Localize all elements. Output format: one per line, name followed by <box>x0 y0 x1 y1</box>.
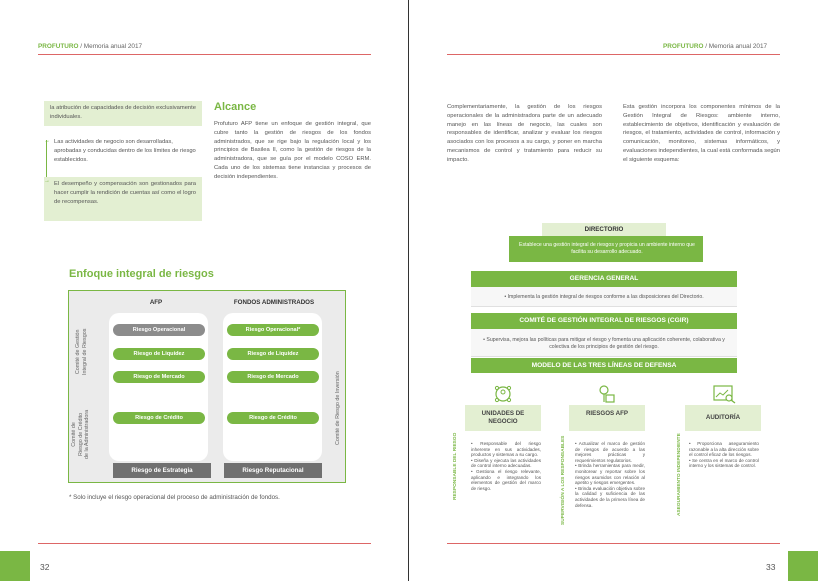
directorio-title: DIRECTORIO <box>584 226 624 233</box>
unit-1-side-label: RESPONSABLE DEL RIESGO <box>453 432 458 500</box>
col-afp-heading: AFP <box>149 299 163 306</box>
footer-green-tab <box>788 551 818 581</box>
afp-riesgo-operacional: Riesgo Operacional <box>113 324 205 336</box>
unit-3-title: AUDITORÍA <box>705 414 741 421</box>
brand-name: PROFUTURO <box>38 43 79 50</box>
comite-inversion-label: Comité de Riesgo de Inversión <box>335 371 341 445</box>
unit-2-title-box <box>569 405 645 431</box>
page-header <box>663 43 767 50</box>
footer-green-tab <box>0 551 30 581</box>
page-number: 33 <box>766 562 776 572</box>
fondos-riesgo-credito: Riesgo de Crédito <box>227 412 319 424</box>
enfoque-heading: Enfoque integral de riesgos <box>69 268 214 280</box>
fondos-riesgo-operacional: Riesgo Operacional* <box>227 324 319 336</box>
unit-2-text: • Actualizar el marco de gestión de riesgos de acuerdo a las mejores prácticas y requerimientos regulatorios. • Brinda herramientas para medir, monitorear y reportar sobre los riesgos asumidos con relación al apetito y riesgos emergentes. • Brinda evaluación objetiva sobre la calidad y suficiencia de las actividades de la primera línea de defensa. <box>575 441 645 508</box>
bullet-arrow-icon: → <box>44 138 50 144</box>
gerencia-title: GERENCIA GENERAL <box>569 275 639 282</box>
bullet-1-text: Las actividades de negocio son desarrolladas, aprobadas y conducidas dentro de los límites de riesgo establecidos. <box>54 139 196 163</box>
gerencia-text: • Implementa la gestión integral de riesgos conforme a las disposiciones del Directorio. <box>504 294 704 300</box>
fondos-riesgo-liquidez: Riesgo de Liquidez <box>227 348 319 360</box>
brand-name: PROFUTURO <box>663 43 704 50</box>
comite-gir-label: Comité de Gestión Integral de Riesgos <box>75 328 88 375</box>
comite-text: • Supervisa, mejora las políticas para mitigar el riesgo y fomenta una aplicación coherente, colaborativa y colectiva de los principios de gestión del riesgo. <box>483 337 725 350</box>
header-rule <box>38 54 371 55</box>
fondos-riesgo-mercado: Riesgo de Mercado <box>227 371 319 383</box>
intro-col-1: Complementariamente, la gestión de los riesgos operacionales de la administradora parte de un adecuado manejo en las líneas de negocio, las cuales son responsables de identificar, analizar y evaluar los riesgos asociados con los procesos a su cargo, y poner en marcha mecanismos de control y tratamiento para reducir su impacto. <box>447 104 602 163</box>
footer-rule <box>447 543 780 544</box>
col-fondos-heading: FONDOS ADMINISTRADOS <box>233 299 315 306</box>
box-top-text: la atribución de capacidades de decisión exclusivamente individuales. <box>50 105 196 120</box>
bullet-2-text: El desempeño y compensación son gestionados para hacer cumplir la rendición de cuentas así como el logro de recompensas. <box>54 181 196 205</box>
riesgo-reputacional: Riesgo Reputacional <box>224 463 322 478</box>
modelo-title: MODELO DE LAS TRES LÍNEAS DE DEFENSA <box>531 362 677 369</box>
riesgo-estrategia: Riesgo de Estrategia <box>113 463 211 478</box>
report-title: / Memoria anual 2017 <box>703 43 768 50</box>
alcance-text: Profuturo AFP tiene un enfoque de gestión integral, que cubre tanto la gestión de riesgos de los fondos administrados, que se rige bajo la regulación local y los principios de Basilea II, como la gestión de riesgos de la administradora, que se guía por el modelo COSO ERM. Cada uno de los sistemas tiene instancias y procesos de decisión independientes. <box>214 121 371 180</box>
intro-col-2: Esta gestión incorpora los componentes mínimos de la Gestión Integral de Riesgos: ambiente interno, establecimiento de objetivos, identificación y evaluación de riesgos, el tratamiento, actividades de control, información y comunicación, monitoreo, sistemas informáticos, y evaluaciones independientes, la cual está conformada según el siguiente esquema: <box>623 104 780 163</box>
alcance-heading: Alcance <box>214 101 257 113</box>
afp-riesgo-liquidez: Riesgo de Liquidez <box>113 348 205 360</box>
unit-1-text: • Responsable del riesgo inherente en sus actividades, productos y sistemas a su cargo. • Diseña y ejecuta las actividades de control interno adecuadas. • Gestiona el riesgo relevante, aplicando e integrando los elementos de gestión del marco de riesgo. <box>471 441 541 491</box>
unit-2-title: RIESGOS AFP <box>585 410 629 417</box>
unit-2-side-label: SUPERVISIÓN A LOS RESPONSABLES <box>561 435 566 525</box>
bullet-arrow-icon: → <box>44 178 50 184</box>
unit-3-side-label: ASEGURAMIENTO INDEPENDIENTE <box>677 433 682 516</box>
directorio-text: Establece una gestión integral de riesgos y propicia un ambiente interno que facilita su desarrollo adecuado. <box>519 242 695 255</box>
afp-riesgo-credito: Riesgo de Crédito <box>113 412 205 424</box>
business-units-icon <box>490 384 516 404</box>
risk-afp-icon <box>595 384 621 404</box>
audit-icon <box>711 384 737 404</box>
page-header <box>38 43 142 50</box>
unit-1-title: UNIDADES DE NEGOCIO <box>481 410 525 425</box>
footer-rule <box>38 543 371 544</box>
enfoque-footnote: * Solo incluye el riesgo operacional del proceso de administración de fondos. <box>69 494 280 501</box>
right-page <box>409 0 818 581</box>
unit-3-text: • Proporciona aseguramiento razonable a la alta dirección sobre el control eficaz de los riesgos. • Se centra en el marco de control interno y los sistemas de control. <box>689 441 759 469</box>
comite-credito-label: Comité de Riesgo de Crédito de la Administradora <box>71 409 90 459</box>
page-number: 32 <box>40 562 50 572</box>
report-title: / Memoria anual 2017 <box>78 43 143 50</box>
enfoque-diagram <box>68 290 346 483</box>
header-rule <box>447 54 780 55</box>
comite-title: COMITÉ DE GESTIÓN INTEGRAL DE RIESGOS (CGIR) <box>519 317 689 324</box>
afp-riesgo-mercado: Riesgo de Mercado <box>113 371 205 383</box>
